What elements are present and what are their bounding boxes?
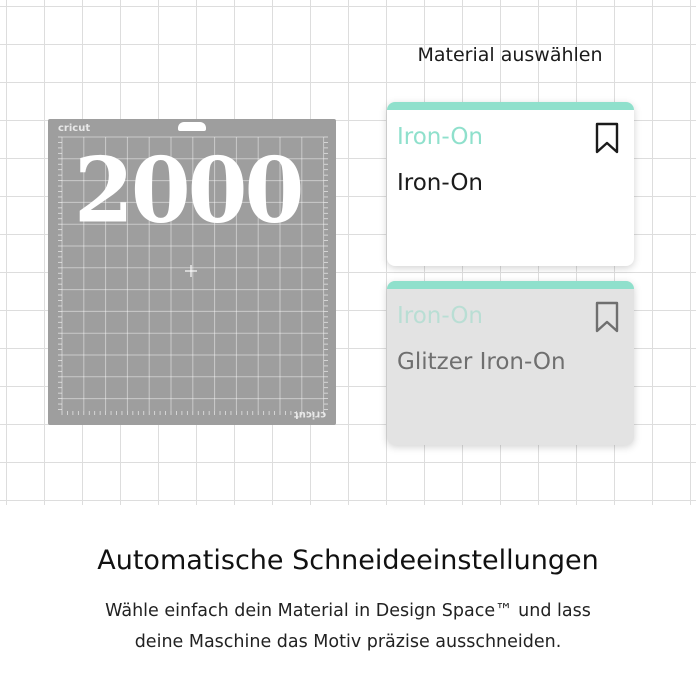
- material-card-glitzer-iron-on[interactable]: [387, 281, 634, 445]
- card-accent-stripe: [387, 281, 634, 289]
- feature-description: [40, 596, 656, 658]
- bookmark-icon[interactable]: [594, 122, 620, 154]
- card-material-name: Glitzer Iron-On: [397, 349, 566, 375]
- cutting-mat: [48, 119, 336, 425]
- material-panel-title: Material auswählen: [417, 44, 603, 66]
- card-category: Iron-On: [397, 124, 484, 150]
- description-line-2: deine Maschine das Motiv präzise ausschneiden.: [134, 632, 562, 652]
- mat-brand-logo: cricut: [58, 123, 91, 134]
- card-accent-stripe: [387, 102, 634, 110]
- material-card-iron-on[interactable]: [387, 102, 634, 266]
- mat-design-text: 2000: [74, 137, 302, 244]
- bookmark-icon[interactable]: [594, 301, 620, 333]
- feature-headline: Automatische Schneideeinstellungen: [97, 545, 599, 576]
- mat-hanging-hole: [178, 122, 206, 131]
- card-category: Iron-On: [397, 303, 484, 329]
- mat-brand-logo-rotated: cricut: [293, 409, 326, 420]
- card-material-name: Iron-On: [397, 170, 484, 196]
- description-line-1: Wähle einfach dein Material in Design Space™ und lass: [105, 601, 591, 621]
